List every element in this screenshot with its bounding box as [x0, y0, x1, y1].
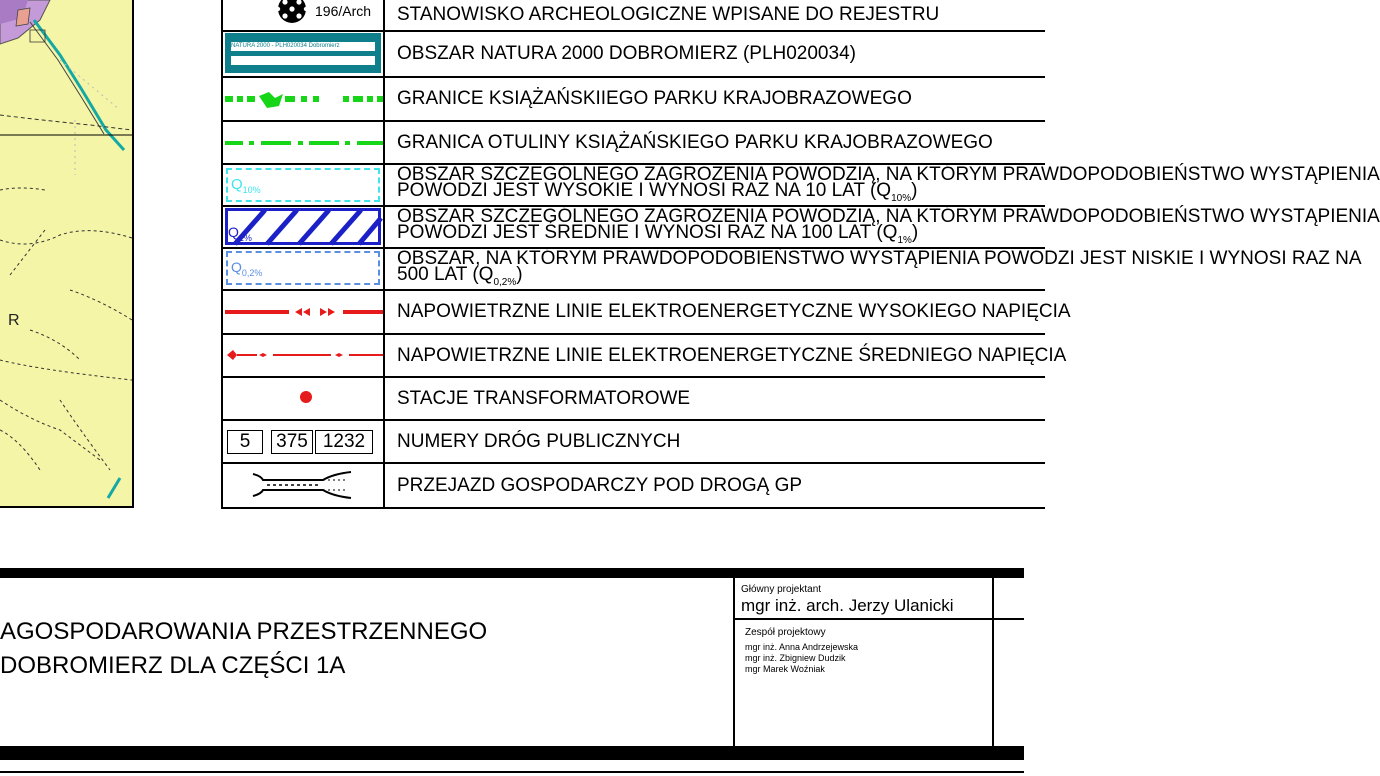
legend-symbol-transformer	[223, 378, 383, 419]
farm-crossing-icon	[223, 464, 383, 507]
legend-symbol-crossing	[223, 464, 383, 507]
legend-symbol-mv-line	[223, 335, 383, 376]
archeology-site-number: 196/Arch	[315, 3, 372, 19]
team-member: mgr inż. Zbigniew Dudzik	[745, 653, 846, 663]
flood-low-line1: OBSZAR, NA KTÓRYM PRAWDOPODOBIEŃSTWO WYSTĄPIENIA POWODZI JEST NISKIE I WYNOSI RAZ NA	[397, 248, 1362, 269]
natura-inner-band	[231, 56, 375, 65]
legend-text-mv-line: NAPOWIETRZNE LINIE ELEKTROENERGETYCZNE ŚREDNIEGO NAPIĘCIA	[385, 335, 1045, 378]
legend-text-flood-low	[385, 248, 1362, 291]
flood-medium-line1: OBSZAR SZCZEGÓLNEGO ZAGROŻENIA POWODZIĄ, NA KTÓRYM PRAWDOPODOBIEŃSTWO WYSTĄPIENIA	[397, 206, 1380, 227]
legend-text-hv-line: NAPOWIETRZNE LINIE ELEKTROENERGETYCZNE WYSOKIEGO NAPIĘCIA	[385, 291, 1045, 335]
title-block-divider	[992, 578, 994, 746]
map-fragment	[0, 0, 134, 508]
design-team-label: Zespół projektowy	[745, 627, 826, 638]
road-line	[30, 22, 104, 134]
legend-text-natura: OBSZAR NATURA 2000 DOBROMIERZ (PLH020034)	[385, 32, 1045, 78]
legend-symbol-archeology	[223, 0, 383, 30]
legend-symbol-flood-medium	[225, 208, 381, 245]
legend-symbol-park-boundary	[223, 78, 383, 120]
legend-symbol-road-numbers	[223, 421, 383, 462]
legend-symbol-flood-low	[226, 251, 380, 285]
road-number-box: 375	[271, 430, 313, 454]
chief-designer-label: Główny projektant	[741, 584, 822, 595]
building-patch	[16, 8, 30, 26]
field-boundary	[60, 400, 110, 470]
legend-separator	[221, 30, 385, 32]
legend-text-transformer: STACJE TRANSFORMATOROWE	[385, 378, 1045, 421]
legend-text-buffer-zone: GRANICA OTULINY KSIĄŻAŃSKIEGO PARKU KRAJOBRAZOWEGO	[385, 122, 1045, 165]
field-boundary	[10, 230, 45, 275]
legend-separator	[221, 247, 385, 249]
field-boundary	[0, 188, 45, 190]
river-line	[34, 20, 124, 150]
buffer-zone-line-icon	[223, 122, 383, 163]
title-block-top-border	[0, 568, 1024, 578]
title-block-divider	[733, 578, 735, 746]
flood-high-line1: OBSZAR SZCZEGÓLNEGO ZAGROŻENIA POWODZIĄ, NA KTÓRYM PRAWDOPODOBIEŃSTWO WYSTĄPIENIA	[397, 164, 1380, 185]
flood-medium-line2: POWODZI JEST ŚREDNIE I WYNOSI RAZ NA 100 LAT $(Q_{1\%})$	[397, 222, 919, 246]
plan-title-line1: AGOSPODAROWANIA PRZESTRZENNEGO	[0, 618, 488, 645]
natura-frame	[225, 33, 381, 73]
road-number-box: 1232	[315, 430, 373, 454]
legend-text-crossing: PRZEJAZD GOSPODARCZY POD DROGĄ GP	[385, 464, 1045, 509]
medium-voltage-line-icon	[223, 335, 383, 376]
field-boundary	[30, 330, 80, 360]
flood-high-line2: POWODZI JEST WYSOKIE I WYNOSI RAZ NA 10 LAT $(Q_{10\%})$	[397, 180, 918, 204]
flood-low-line2: 500 LAT $(Q_{0,2\%})$	[397, 264, 523, 288]
flood-low-label: $Q_{0,2\%}$	[231, 259, 263, 278]
river-line	[108, 478, 120, 498]
transformer-station-icon	[223, 378, 383, 419]
legend-text-park-boundary: GRANICE KSIĄŻAŃSKIIEGO PARKU KRAJOBRAZOWEGO	[385, 78, 1045, 122]
legend-separator	[221, 163, 385, 165]
drawing-title-block	[0, 568, 1024, 776]
legend-symbol-natura	[225, 33, 381, 73]
natura-label: NATURA 2000 - PLH020034 Dobromierz	[231, 42, 375, 51]
field-boundary	[70, 290, 132, 320]
legend-text-flood-medium	[385, 206, 1380, 249]
field-boundary	[0, 400, 100, 460]
map-legend	[221, 0, 1380, 509]
legend-text-road-numbers: NUMERY DRÓG PUBLICZNYCH	[385, 421, 1045, 464]
legend-symbol-buffer-zone	[223, 122, 383, 163]
road-number-box: 5	[227, 430, 263, 454]
flood-high-label: $Q_{10\%}$	[231, 176, 261, 195]
map-drawing	[0, 0, 132, 506]
field-boundary	[0, 360, 132, 380]
map-label-r: R	[8, 312, 20, 329]
legend-text-flood-high	[385, 164, 1380, 207]
legend-separator	[221, 205, 385, 207]
field-boundary	[0, 430, 40, 470]
field-boundary	[0, 231, 132, 244]
legend-separator	[221, 507, 385, 509]
team-member: mgr Marek Woźniak	[745, 664, 825, 674]
title-block-bottom-rule	[0, 771, 1024, 773]
legend-symbol-hv-line	[223, 291, 383, 333]
high-voltage-line-icon	[223, 291, 383, 333]
chief-designer-name: mgr inż. arch. Jerzy Ulanicki	[741, 596, 954, 615]
legend-symbol-flood-high	[226, 168, 380, 202]
plan-title-line2: DOBROMIERZ DLA CZĘŚCI 1A	[0, 652, 346, 679]
title-block-hline	[735, 618, 992, 620]
flood-medium-label: $Q_{1\%}$	[228, 224, 252, 243]
team-member: mgr inż. Anna Andrzejewska	[745, 642, 859, 652]
title-block-bottom-border	[0, 746, 1024, 760]
title-block-hline	[994, 618, 1024, 620]
legend-text-archeology: STANOWISKO ARCHEOLOGICZNE WPISANE DO REJESTRU	[385, 0, 1045, 32]
field-boundary	[0, 115, 132, 130]
park-boundary-line-icon	[223, 78, 383, 120]
